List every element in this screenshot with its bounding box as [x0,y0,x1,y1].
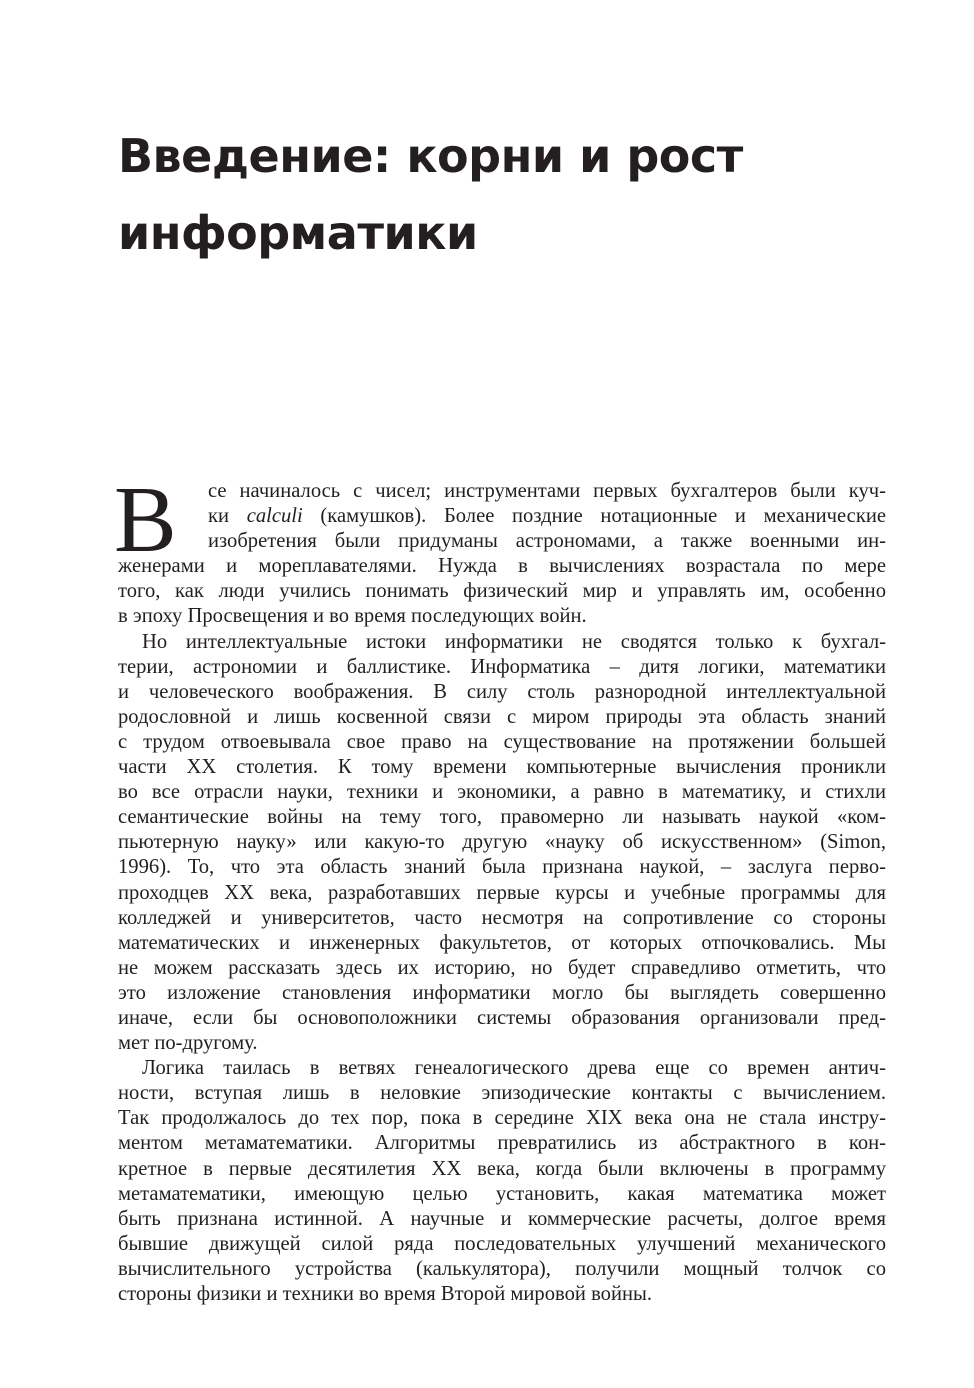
text-line: Но интеллектуальные истоки информатики не сводятся только к бухгал- [142,630,886,653]
chapter-title-line-2: информатики [118,206,478,260]
text-line: Логика таилась в ветвях генеалогического древа еще со времен антич- [142,1057,886,1080]
text-line: не можем рассказать здесь их историю, но будет справедливо отметить, что [118,956,886,979]
text-line: 1996). То, что эта область знаний была признана наукой, – заслуга перво- [118,856,886,879]
text-line: в эпоху Просвещения и во время последующих войн. [118,605,587,628]
drop-cap: В [114,468,177,572]
text-line: мет по-другому. [118,1032,258,1055]
paragraph-3 [118,1056,886,1307]
text-line: того, как люди учились понимать физический мир и управлять им, особенно [118,580,886,603]
text-line: кретное в первые десятилетия XX века, когда были включены в программу [118,1157,886,1180]
text-line: математических и инженерных факультетов, от которых отпочковались. Мы [118,931,886,954]
text-line: и человеческого воображения. В силу столь разнородной интеллектуальной [118,680,886,703]
body-text [114,468,886,1307]
paragraph-1 [114,468,886,630]
text-line: терии, астрономии и баллистике. Информатика – дитя логики, математики [118,655,886,678]
text-line: с трудом отвоевывала свое право на существование на протяжении большей [118,730,886,753]
chapter-title-line-1: Введение: корни и рост [118,129,743,183]
text-line: вычислительного устройства (калькулятора), получили мощный толчок со [118,1257,886,1280]
italic-term: calculi [246,505,303,528]
text-line: изобретения были придуманы астрономами, а также военными ин- [208,530,886,553]
text-line [118,504,886,529]
text-line: се начиналось с чисел; инструментами первых бухгалтеров были куч- [208,480,886,502]
text-line: метаматематики, имеющую целью установить, какая математика может [118,1182,886,1205]
text-line: женерами и мореплавателями. Нужда в вычислениях возрастала по мере [118,555,886,578]
text-line: родословной и лишь косвенной связи с миром природы эта область знаний [118,705,886,728]
chapter-title [118,118,878,272]
text-line: пьютерную науку» или какую-то другую «науку об искусственном» (Simon, [118,831,886,854]
text-line: проходцев XX века, разработавших первые курсы и учебные программы для [118,881,886,904]
text-line: семантические войны на тему того, правомерно ли называть наукой «ком- [118,806,886,829]
text-line: быть признана истинной. А научные и коммерческие расчеты, долгое время [118,1207,886,1230]
text-line: колледжей и университетов, часто несмотря на сопротивление со стороны [118,906,886,929]
text-line: это изложение становления информатики могло бы выглядеть совершенно [118,981,886,1004]
text-line: ментом метаматематики. Алгоритмы превратились из абстрактного в кон- [118,1132,886,1155]
text-line: иначе, если бы основоположники системы образования организовали пред- [118,1006,886,1029]
text-line: Так продолжалось до тех пор, пока в середине XIX века она не стала инстру- [118,1107,886,1130]
text-line: бывшие движущей силой ряда последовательных улучшений механического [118,1232,886,1255]
text-fragment: ки [208,505,247,528]
text-line: ности, вступая лишь в неловкие эпизодические контакты с вычислением. [118,1082,886,1105]
text-line: части XX столетия. К тому времени компьютерные вычисления проникли [118,756,886,779]
text-line: стороны физики и техники во время Второй мировой войны. [118,1283,652,1305]
paragraph-2 [118,630,886,1057]
text-line: во все отрасли науки, техники и экономики, а равно в математику, и стихли [118,781,886,804]
text-fragment: (камушков). Более поздние нотационные и механические [302,505,886,528]
